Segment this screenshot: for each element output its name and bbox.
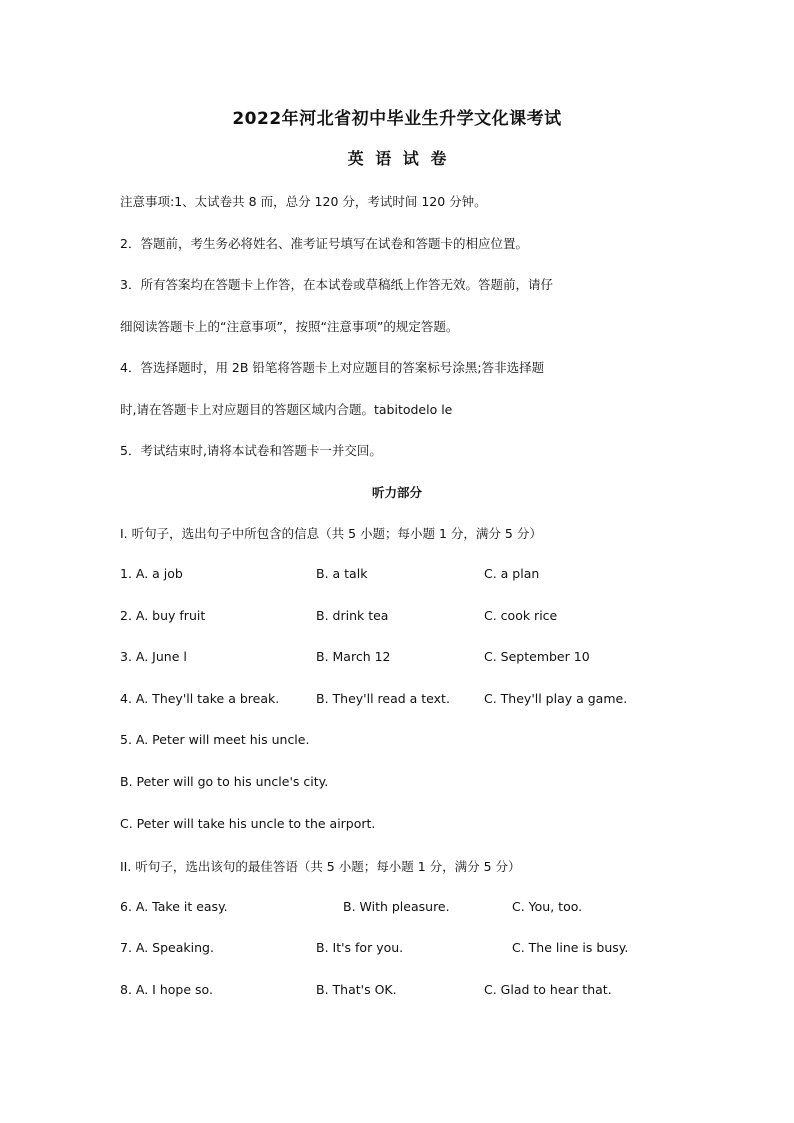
part2-instruction: II. 听句子，选出该句的最佳答语（共 5 小题；每小题 1 分，满分 5 分） [120, 859, 521, 874]
q8-option-c: C. Glad to hear that. [484, 982, 612, 997]
q6-option-b: B. With pleasure. [343, 899, 450, 914]
exam-subtitle: 英 语 试 卷 [347, 149, 447, 168]
q5-option-a: 5. A. Peter will meet his uncle. [120, 732, 310, 747]
q8-option-a: 8. A. I hope so. [120, 982, 213, 997]
q8-option-b: B. That's OK. [316, 982, 397, 997]
q5-option-c: C. Peter will take his uncle to the airport. [120, 816, 376, 831]
q7-option-c: C. The line is busy. [512, 940, 629, 955]
note-line: 4．答选择题时，用 2B 铅笔将答题卡上对应题目的答案标号涂黑;答非选择题 [120, 360, 545, 375]
q2-option-c: C. cook rice [484, 608, 558, 623]
q4-option-b: B. They'll read a text. [316, 691, 450, 706]
q2-option-a: 2. A. buy fruit [120, 608, 206, 623]
q3-option-a: 3. A. June l [120, 649, 187, 664]
q2-option-b: B. drink tea [316, 608, 389, 623]
note-line: 3．所有答案均在答题卡上作答，在本试卷或草稿纸上作答无效。答题前，请仔 [120, 277, 553, 292]
q3-option-b: B. March 12 [316, 649, 391, 664]
q6-option-a: 6. A. Take it easy. [120, 899, 228, 914]
section-heading: 听力部分 [371, 485, 422, 500]
note-line: 5．考试结束时,请将本试卷和答题卡一并交回。 [120, 443, 382, 458]
q6-option-c: C. You, too. [512, 899, 583, 914]
q1-option-b: B. a talk [316, 566, 368, 581]
note-line: 2．答题前，考生务必将姓名、准考证号填写在试卷和答题卡的相应位置。 [120, 236, 528, 251]
q5-option-b: B. Peter will go to his uncle's city. [120, 774, 329, 789]
q7-option-a: 7. A. Speaking. [120, 940, 214, 955]
q4-option-a: 4. A. They'll take a break. [120, 691, 280, 706]
exam-title: 2022年河北省初中毕业生升学文化课考试 [232, 109, 562, 129]
q3-option-c: C. September 10 [484, 649, 590, 664]
q4-option-c: C. They'll play a game. [484, 691, 628, 706]
note-line: 时,请在答题卡上对应题目的答题区域内合题。tabitodelo le [120, 402, 453, 417]
q1-option-c: C. a plan [484, 566, 540, 581]
note-line: 注意事项:1、太试卷共 8 而，总分 120 分，考试时间 120 分钟。 [120, 194, 487, 209]
q1-option-a: 1. A. a job [120, 566, 183, 581]
note-line: 细阅读答题卡上的“注意事项”，按照“注意事项”的规定答题。 [120, 319, 459, 334]
part1-instruction: I. 听句子，选出句子中所包含的信息（共 5 小题；每小题 1 分，满分 5 分） [120, 526, 542, 541]
q7-option-b: B. It's for you. [316, 940, 404, 955]
